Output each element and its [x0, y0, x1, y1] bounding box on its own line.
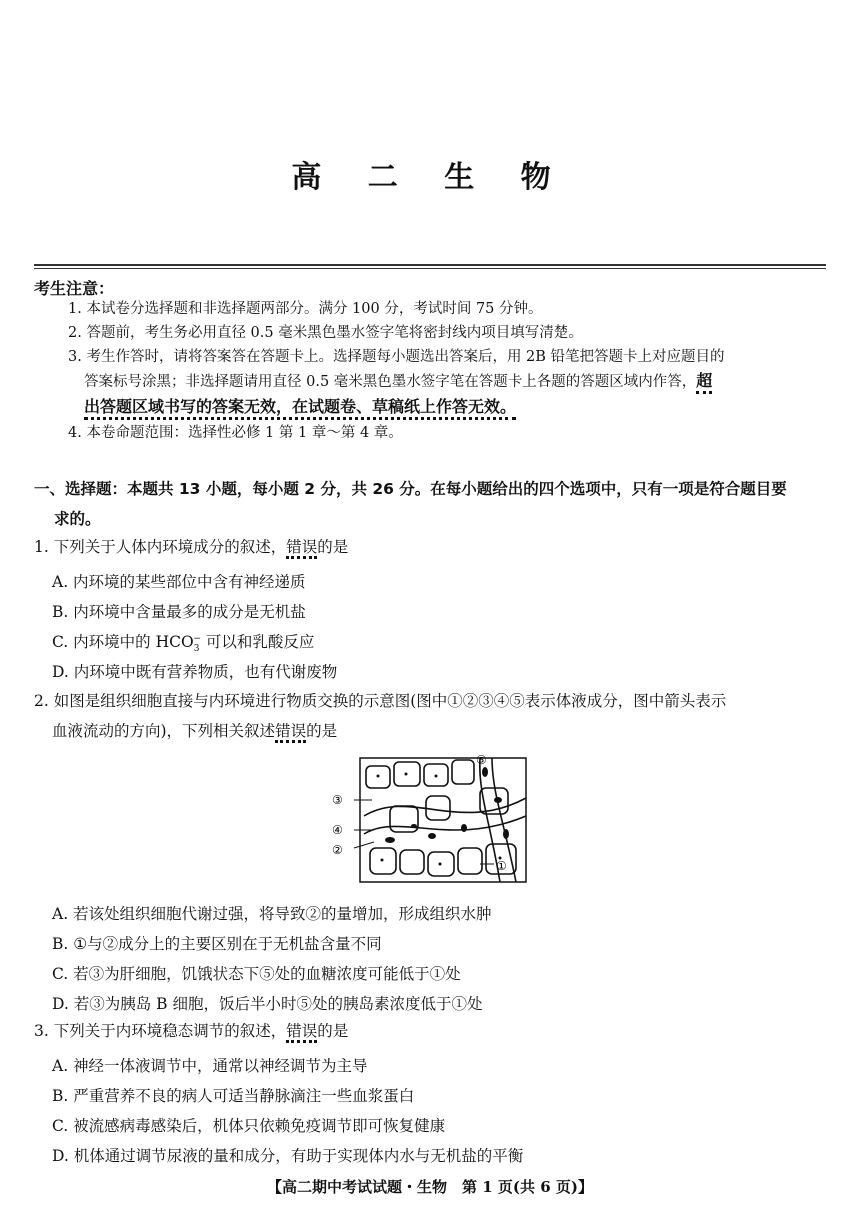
- q3-option-a: A. 神经一体液调节中，通常以神经调节为主导: [52, 1057, 368, 1075]
- notice-item-3-bold-b: 出答题区域书写的答案无效，在试题卷、草稿纸上作答无效。: [84, 397, 516, 420]
- label-5: ⑤: [476, 753, 487, 767]
- question-2-stem-line1: 2. 如图是组织细胞直接与内环境进行物质交换的示意图(图中①②③④⑤表示体液成分，图中箭头表示: [34, 692, 727, 710]
- label-2: ②: [332, 843, 343, 857]
- question-3-stem: [34, 1016, 348, 1046]
- notice-item-4: 4. 本卷命题范围：选择性必修 1 第 1 章～第 4 章。: [68, 425, 403, 441]
- label-4: ④: [332, 823, 343, 837]
- q3-option-b: B. 严重营养不良的病人可适当静脉滴注一些血浆蛋白: [52, 1087, 415, 1105]
- tissue-diagram: [330, 752, 530, 886]
- label-3: ③: [332, 793, 343, 807]
- q1-option-d: D. 内环境中既有营养物质，也有代谢废物: [52, 663, 338, 681]
- q1-option-c: [52, 630, 314, 654]
- notice-item-3-line2: [84, 370, 712, 393]
- divider: [34, 264, 826, 266]
- q3-option-c: C. 被流感病毒感染后，机体只依赖免疫调节即可恢复健康: [52, 1117, 446, 1135]
- q1-c-sup: −: [193, 633, 201, 644]
- q3-tail: 的是: [317, 1022, 349, 1040]
- q2-emph: 错误: [275, 722, 306, 743]
- q1-option-b: B. 内环境中含量最多的成分是无机盐: [52, 603, 306, 621]
- section-line-2: 求的。: [54, 510, 101, 528]
- q3-emph: 错误: [286, 1022, 317, 1043]
- q1-c-post: 可以和乳酸反应: [200, 633, 315, 651]
- q1-emph: 错误: [286, 538, 317, 559]
- notice-item-2: 2. 答题前，考生务必用直径 0.5 毫米黑色墨水签字笔将密封线内项目填写清楚。: [68, 325, 583, 341]
- notice-item-3-bold-a: 超: [696, 371, 712, 394]
- notice-heading: 考生注意：: [34, 279, 115, 298]
- page-title: 高 二 生 物: [291, 160, 569, 195]
- q2-option-a: A. 若该处组织细胞代谢过强，将导致②的量增加，形成组织水肿: [52, 905, 492, 923]
- q2-option-b: B. ①与②成分上的主要区别在于无机盐含量不同: [52, 935, 382, 953]
- label-1: ①: [496, 859, 507, 873]
- divider: [34, 268, 826, 269]
- question-1-stem: [34, 532, 348, 562]
- notice-item-3-plain: 答案标号涂黑；非选择题请用直径 0.5 毫米黑色墨水签字笔在答题卡上各题的答题区域内作答，: [84, 374, 697, 390]
- q3-option-d: D. 机体通过调节尿液的量和成分，有助于实现体内水与无机盐的平衡: [52, 1147, 524, 1165]
- q2-option-d: D. 若③为胰岛 B 细胞，饭后半小时⑤处的胰岛素浓度低于①处: [52, 995, 483, 1013]
- q2-stem-text: 血液流动的方向)，下列相关叙述: [52, 722, 276, 740]
- q1-c-sub: 3: [193, 644, 200, 655]
- page-footer: 【高二期中考试试题・生物 第 1 页(共 6 页)】: [267, 1178, 593, 1196]
- q2-tail: 的是: [306, 722, 338, 740]
- q1-tail: 的是: [317, 538, 349, 556]
- q1-c-pre: C. 内环境中的 HCO: [52, 633, 194, 651]
- q3-stem-text: 3. 下列关于内环境稳态调节的叙述，: [34, 1022, 287, 1040]
- notice-item-1: 1. 本试卷分选择题和非选择题两部分。满分 100 分，考试时间 75 分钟。: [68, 301, 543, 317]
- section-line-1: 一、选择题：本题共 13 小题，每小题 2 分，共 26 分。在每小题给出的四个选项中，只有一项是符合题目要: [34, 480, 787, 498]
- section-heading: [34, 474, 834, 534]
- q1-option-a: A. 内环境的某些部位中含有神经递质: [52, 573, 306, 591]
- notice-item-3-bold: [84, 394, 516, 417]
- notice-item-3-line1: 3. 考生作答时，请将答案答在答题卡上。选择题每小题选出答案后，用 2B 铅笔把答题卡上对应题目的: [68, 349, 725, 365]
- question-2-stem-line2: [52, 716, 337, 746]
- q2-option-c: C. 若③为肝细胞，饥饿状态下⑤处的血糖浓度可能低于①处: [52, 965, 461, 983]
- q1-stem-text: 1. 下列关于人体内环境成分的叙述，: [34, 538, 287, 556]
